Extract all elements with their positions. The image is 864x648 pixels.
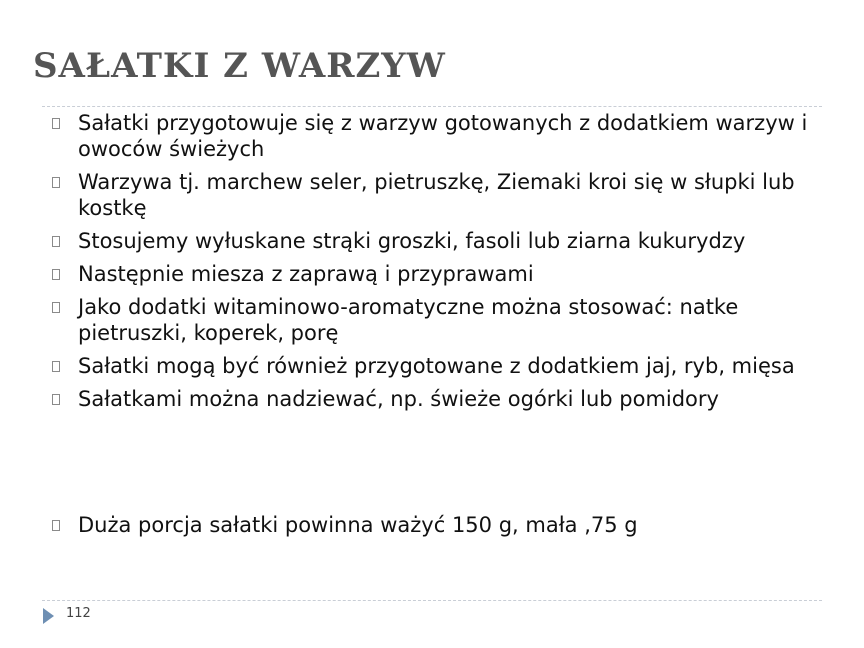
bullet-square-icon: [52, 269, 60, 280]
triangle-right-icon: [43, 608, 54, 624]
bullet-text: Jako dodatki witaminowo-aromatyczne można stosować: natke pietruszki, koperek, porę: [78, 295, 739, 345]
bullet-square-icon: [52, 394, 60, 405]
list-item: [48, 512, 828, 538]
list-item: [48, 169, 828, 221]
bullet-text: Następnie miesza z zaprawą i przyprawami: [78, 262, 534, 286]
bullet-text: Warzywa tj. marchew seler, pietruszkę, Ziemaki kroi się w słupki lub kostkę: [78, 170, 795, 220]
bullet-square-icon: [52, 118, 60, 129]
title-divider: [42, 106, 822, 107]
bullet-square-icon: [52, 361, 60, 372]
bullet-square-icon: [52, 177, 60, 188]
list-item: [48, 228, 828, 254]
bullet-text: Stosujemy wyłuskane strąki groszki, fasoli lub ziarna kukurydzy: [78, 229, 746, 253]
bullet-text: Sałatkami można nadziewać, np. świeże ogórki lub pomidory: [78, 387, 719, 411]
list-item: [48, 261, 828, 287]
bullet-text: Duża porcja sałatki powinna ważyć 150 g, mała ,75 g: [78, 513, 638, 537]
list-item: [48, 110, 828, 162]
bullet-text: Sałatki przygotowuje się z warzyw gotowanych z dodatkiem warzyw i owoców świeżych: [78, 111, 808, 161]
footer-divider: [42, 600, 822, 601]
bullet-square-icon: [52, 520, 60, 531]
slide-title: SAŁATKI Z WARZYW: [33, 46, 446, 86]
page-number: 112: [66, 606, 91, 621]
list-item: [48, 386, 828, 412]
bullet-square-icon: [52, 236, 60, 247]
bullet-square-icon: [52, 302, 60, 313]
bullet-list: [48, 110, 828, 545]
list-item: [48, 294, 828, 346]
list-item: [48, 353, 828, 379]
bullet-text: Sałatki mogą być również przygotowane z dodatkiem jaj, ryb, mięsa: [78, 354, 795, 378]
